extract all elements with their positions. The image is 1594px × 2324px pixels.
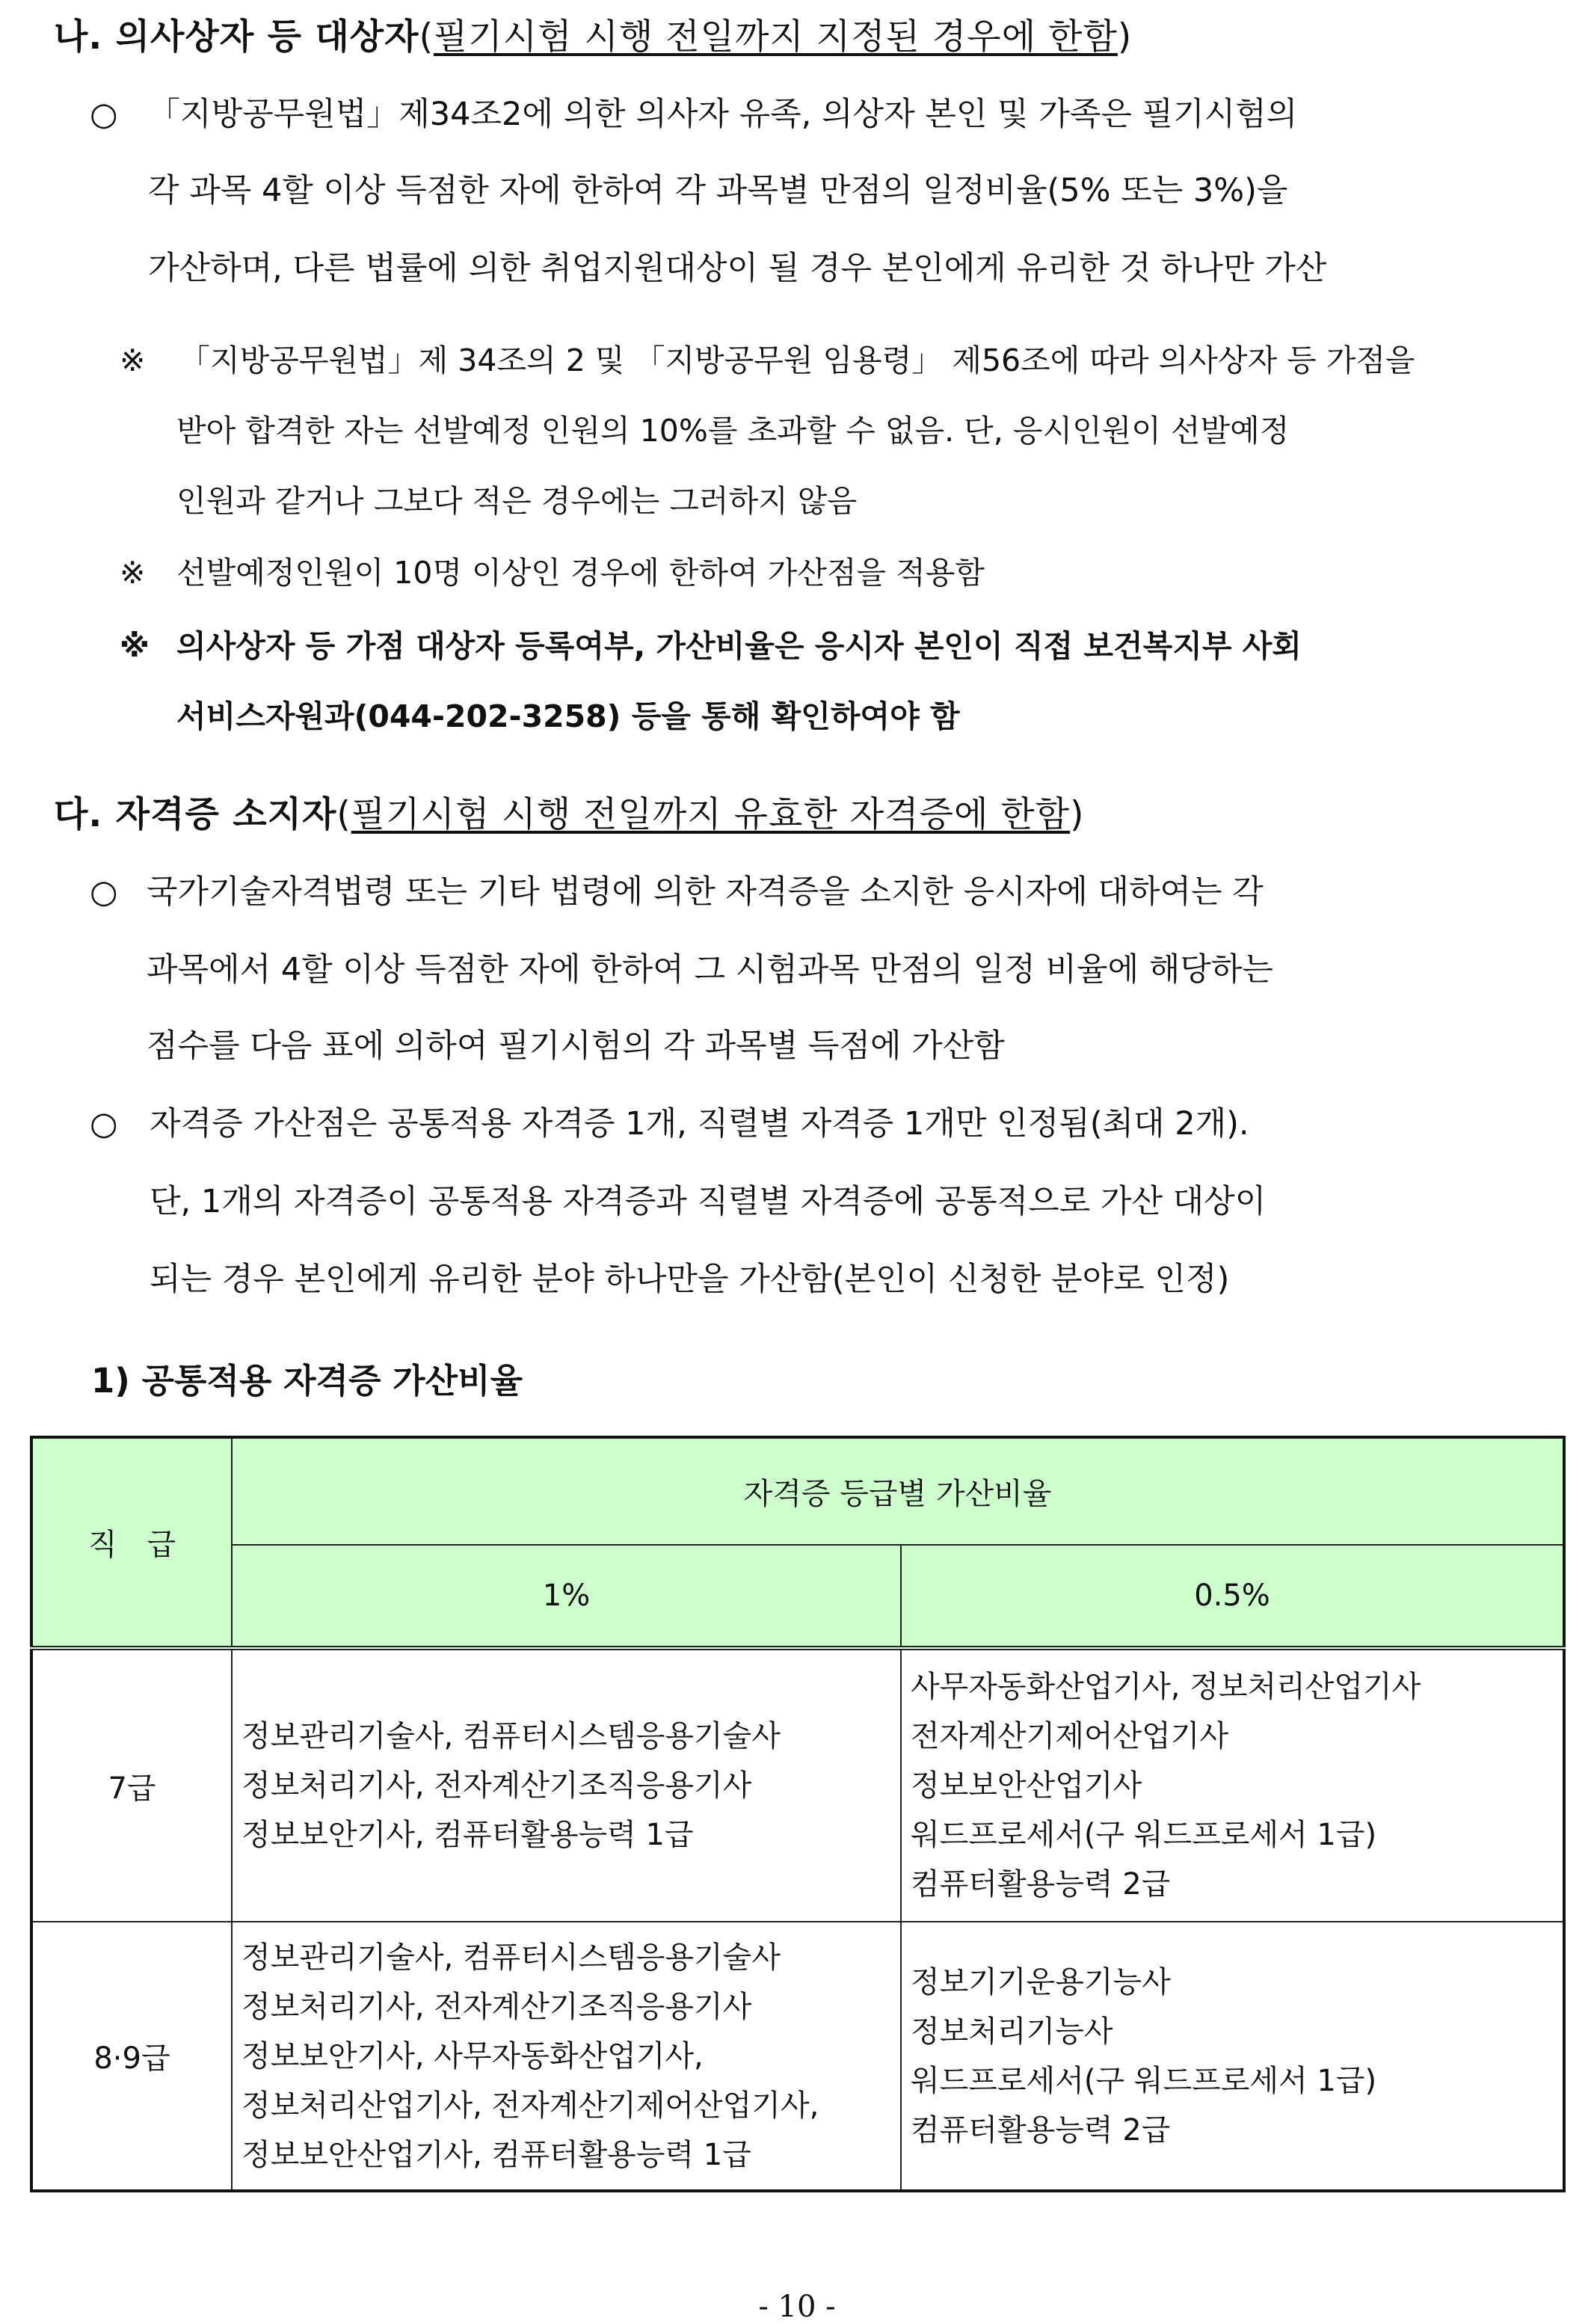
list-item: 정보처리기사, 전자계산기조직응용기사 [241,1989,752,2024]
note3-line-2: 서비스자원과(044-202-3258) 등을 통해 확인하여야 함 [176,698,960,734]
section-da-b1-line-1: 국가기술자격법령 또는 기타 법령에 의한 자격증을 소지한 응시자에 대하여는 각 [147,873,1264,911]
certificate-ratio-table [30,1436,1566,2192]
section-da-subtitle: 필기시험 시행 전일까지 유효한 자격증에 한함 [351,794,1071,835]
bullet-circle: ○ [90,96,118,133]
section-na-line-1: 「지방공무원법」제34조2에 의한 의사자 유족, 의상자 본인 및 가족은 필기시험의 [148,96,1298,133]
list-item: 워드프로세서(구 워드프로세서 1급) [911,2063,1377,2098]
subsection-title: 1) 공통적용 자격증 가산비율 [91,1361,523,1401]
list-item: 정보관리기술사, 컴퓨터시스템응용기술사 [241,1940,781,1975]
section-na-paren-close: ) [1117,16,1133,58]
header-1pct: 1% [232,1545,901,1648]
section-na-subtitle: 필기시험 시행 전일까지 지정된 경우에 한함 [433,16,1118,58]
section-da-title [54,787,1084,837]
list-item: 정보처리산업기사, 전자계산기제어산업기사, [241,2088,819,2123]
note-mark: ※ [120,628,150,664]
section-na-line-2: 각 과목 4할 이상 득점한 자에 한하여 각 과목별 만점의 일정비율(5% 또는 3%)을 [148,172,1288,209]
list-item: 정보보안산업기사 [911,1768,1142,1803]
grade-cell: 7급 [31,1648,232,1922]
half-pct-cell [901,1922,1564,2191]
one-pct-cell [232,1648,901,1922]
bullet-circle: ○ [90,873,118,911]
grade-cell: 8·9급 [31,1922,232,2191]
header-05pct: 0.5% [901,1545,1564,1648]
section-na-paren-open: ( [419,16,434,58]
section-da-paren-open: ( [336,794,351,835]
note1-line-3: 인원과 같거나 그보다 적은 경우에는 그러하지 않음 [176,483,857,519]
section-na-title [54,9,1132,59]
page-number: - 10 - [758,2290,836,2324]
list-item: 정보보안기사, 컴퓨터활용능력 1급 [241,1818,694,1852]
section-da-b1-line-2: 과목에서 4할 이상 득점한 자에 한하여 그 시험과목 만점의 일정 비율에 해당하는 [147,951,1273,989]
note1-line-2: 받아 합격한 자는 선발예정 인원의 10%를 초과할 수 없음. 단, 응시인원이 선발예정 [176,413,1290,449]
section-na-line-3: 가산하며, 다른 법률에 의한 취업지원대상이 될 경우 본인에게 유리한 것 하나만 가산 [148,250,1327,287]
note-mark: ※ [120,342,146,378]
section-da-paren-close: ) [1070,794,1085,835]
list-item: 정보보안산업기사, 컴퓨터활용능력 1급 [241,2137,751,2172]
list-item: 컴퓨터활용능력 2급 [911,1867,1171,1902]
list-item: 정보보안기사, 사무자동화산업기사, [241,2038,704,2074]
header-grade: 직 급 [31,1437,232,1648]
list-item: 정보처리기능사 [911,2014,1113,2049]
section-da-b2-line-2: 단, 1개의 자격증이 공통적용 자격증과 직렬별 자격증에 공통적으로 가산 대상이 [150,1183,1267,1220]
note2-line: 선발예정인원이 10명 이상인 경우에 한하여 가산점을 적용함 [176,555,985,591]
one-pct-cell [232,1922,901,2191]
list-item: 컴퓨터활용능력 2급 [911,2112,1171,2148]
list-item: 정보관리기술사, 컴퓨터시스템응용기술사 [241,1719,781,1753]
list-item: 정보기기운용기능사 [911,1964,1171,1999]
list-item: 워드프로세서(구 워드프로세서 1급) [911,1818,1377,1852]
table-row [31,1922,1564,2191]
section-da-b2-line-1: 자격증 가산점은 공통적용 자격증 1개, 직렬별 자격증 1개만 인정됨(최대 2개). [150,1105,1249,1143]
half-pct-cell [901,1648,1564,1922]
section-da-b2-line-3: 되는 경우 본인에게 유리한 분야 하나만을 가산함(본인이 신청한 분야로 인정) [150,1261,1230,1298]
bullet-circle: ○ [90,1105,118,1143]
note-mark: ※ [120,555,146,591]
list-item: 사무자동화산업기사, 정보처리산업기사 [911,1670,1421,1704]
note3-line-1: 의사상자 등 가점 대상자 등록여부, 가산비율은 응시자 본인이 직접 보건복지부 사회 [176,628,1302,664]
section-da-b1-line-3: 점수를 다음 표에 의하여 필기시험의 각 과목별 득점에 가산함 [147,1027,1005,1065]
list-item: 전자계산기제어산업기사 [911,1719,1229,1753]
table-row [31,1648,1564,1922]
header-ratio: 자격증 등급별 가산비율 [232,1437,1564,1545]
list-item: 정보처리기사, 전자계산기조직응용기사 [241,1768,752,1803]
note1-line-1: 「지방공무원법」제 34조의 2 및 「지방공무원 임용령」 제56조에 따라 의사상자 등 가점을 [179,342,1415,378]
section-na-heading: 나. 의사상자 등 대상자 [54,16,419,58]
section-da-heading: 다. 자격증 소지자 [54,794,337,835]
